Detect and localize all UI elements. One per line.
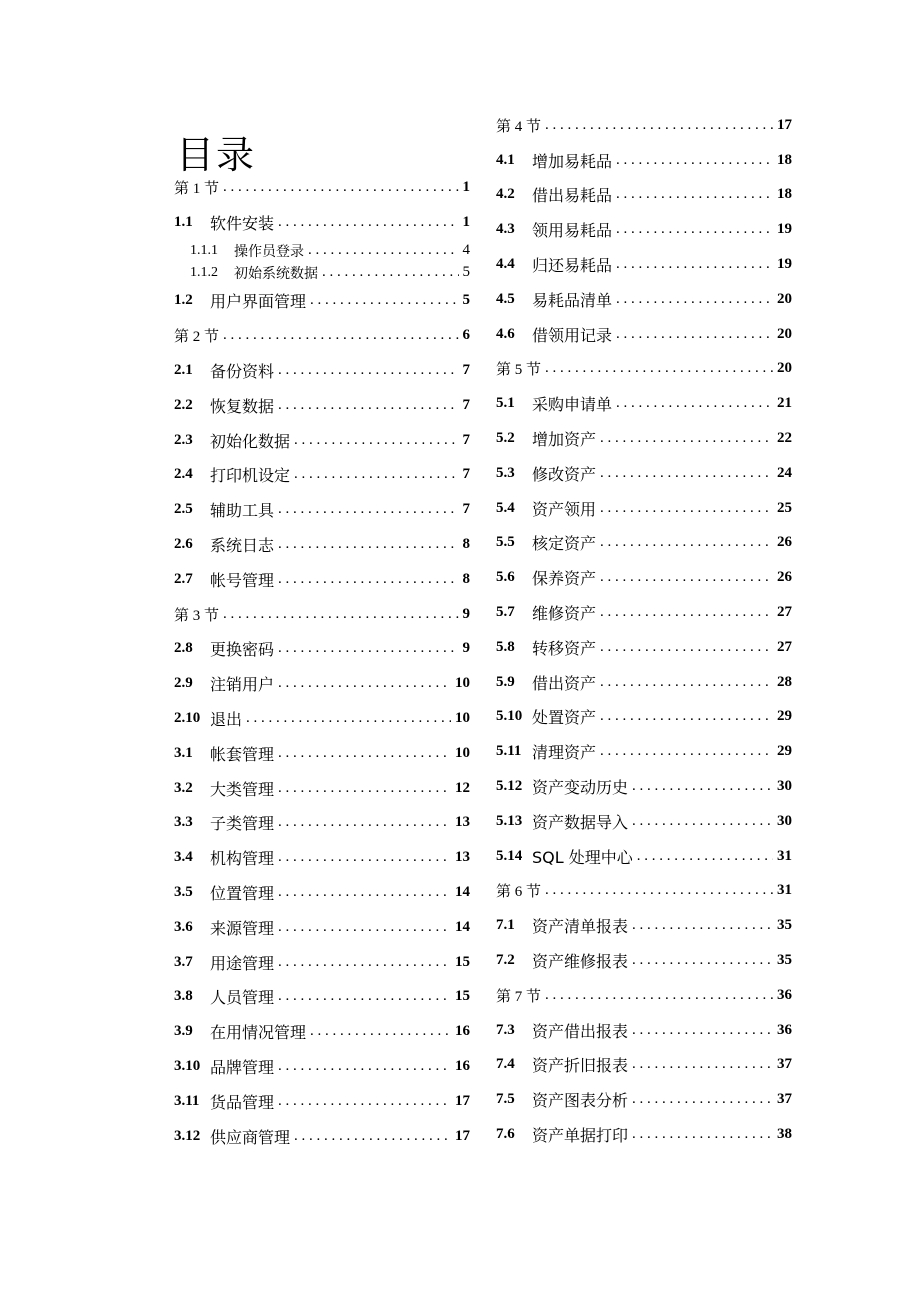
toc-entry-label: 初始化数据 bbox=[210, 431, 291, 451]
toc-entry-page: 14 bbox=[455, 884, 470, 901]
toc-entry-page: 30 bbox=[777, 812, 792, 829]
toc-entry[interactable] bbox=[174, 840, 470, 875]
toc-entry-number: 第 2 节 bbox=[174, 329, 220, 346]
toc-entry[interactable] bbox=[496, 804, 792, 839]
toc-entry-page: 21 bbox=[777, 395, 792, 412]
toc-entry[interactable] bbox=[496, 1117, 792, 1152]
toc-entry-label: 货品管理 bbox=[210, 1092, 275, 1112]
toc-entry[interactable] bbox=[174, 1119, 470, 1154]
toc-entry-page: 24 bbox=[777, 464, 792, 481]
toc-entry-label: 借出易耗品 bbox=[532, 186, 613, 206]
toc-entry-label: 用途管理 bbox=[210, 953, 275, 973]
toc-entry-number: 4.1 bbox=[496, 151, 515, 168]
toc-entry-label: 采购申请单 bbox=[532, 395, 613, 415]
toc-entry-page: 17 bbox=[455, 1092, 470, 1109]
toc-entry[interactable] bbox=[174, 262, 470, 284]
toc-entry-number: 5.10 bbox=[496, 708, 523, 725]
toc-entry-number: 3.1 bbox=[174, 744, 193, 761]
toc-entry-number: 2.7 bbox=[174, 570, 193, 587]
toc-leader-dots bbox=[278, 501, 458, 518]
toc-entry-number: 2.2 bbox=[174, 396, 193, 413]
toc-leader-dots bbox=[278, 536, 458, 553]
toc-leader-dots bbox=[545, 882, 773, 899]
toc-leader-dots bbox=[223, 327, 458, 344]
toc-entry[interactable] bbox=[174, 492, 470, 527]
toc-entry[interactable] bbox=[174, 945, 470, 980]
toc-entry[interactable] bbox=[496, 386, 792, 421]
toc-entry-label: 增加易耗品 bbox=[532, 151, 613, 171]
toc-entry[interactable] bbox=[496, 734, 792, 769]
toc-leader-dots bbox=[600, 534, 773, 551]
toc-entry-number: 第 5 节 bbox=[496, 362, 542, 379]
toc-entry-number: 5.14 bbox=[496, 847, 523, 864]
toc-entry-page: 35 bbox=[777, 952, 792, 969]
toc-entry-number: 4.3 bbox=[496, 221, 515, 238]
toc-entry-number: 5.1 bbox=[496, 395, 515, 412]
toc-entry-page: 20 bbox=[777, 360, 792, 377]
toc-entry-page: 7 bbox=[462, 501, 470, 518]
toc-entry[interactable] bbox=[496, 769, 792, 804]
toc-entry[interactable] bbox=[174, 458, 470, 493]
toc-entry-number: 7.4 bbox=[496, 1056, 515, 1073]
toc-entry-label: 软件安装 bbox=[210, 213, 275, 233]
toc-entry-page: 37 bbox=[777, 1056, 792, 1073]
toc-entry-page: 15 bbox=[455, 988, 470, 1005]
toc-entry-number: 3.3 bbox=[174, 814, 193, 831]
toc-entry[interactable] bbox=[496, 108, 792, 143]
toc-entry[interactable] bbox=[496, 839, 792, 874]
toc-entry-page: 7 bbox=[462, 396, 470, 413]
toc-entry-number: 5.4 bbox=[496, 499, 515, 516]
toc-entry-label: 转移资产 bbox=[532, 638, 597, 658]
toc-leader-dots bbox=[600, 500, 773, 517]
toc-leader-dots bbox=[600, 604, 773, 621]
toc-entry-number: 2.3 bbox=[174, 431, 193, 448]
toc-entry[interactable] bbox=[174, 666, 470, 701]
toc-entry[interactable] bbox=[174, 980, 470, 1015]
toc-right-column bbox=[496, 108, 792, 1152]
toc-entry-number: 5.11 bbox=[496, 743, 522, 760]
toc-entry[interactable] bbox=[496, 595, 792, 630]
toc-leader-dots bbox=[545, 117, 773, 134]
toc-leader-dots bbox=[616, 221, 773, 238]
toc-leader-dots bbox=[632, 952, 773, 969]
toc-entry-label: 品牌管理 bbox=[210, 1058, 275, 1078]
toc-entry-label: 人员管理 bbox=[210, 988, 275, 1008]
toc-entry-page: 18 bbox=[777, 186, 792, 203]
toc-entry-number: 4.4 bbox=[496, 256, 515, 273]
toc-entry-number: 2.9 bbox=[174, 675, 193, 692]
toc-entry-number: 5.5 bbox=[496, 534, 515, 551]
toc-entry-label: 借领用记录 bbox=[532, 325, 613, 345]
toc-entry-page: 16 bbox=[455, 1023, 470, 1040]
toc-entry[interactable] bbox=[174, 1084, 470, 1119]
toc-entry-page: 7 bbox=[462, 466, 470, 483]
toc-leader-dots bbox=[278, 814, 451, 831]
toc-entry-number: 7.5 bbox=[496, 1091, 515, 1108]
toc-leader-dots bbox=[310, 1023, 451, 1040]
toc-leader-dots bbox=[545, 987, 773, 1004]
toc-leader-dots bbox=[616, 152, 773, 169]
toc-entry-page: 10 bbox=[455, 675, 470, 692]
toc-entry-label: 恢复数据 bbox=[210, 396, 275, 416]
toc-entry-label: 系统日志 bbox=[210, 536, 275, 556]
toc-leader-dots bbox=[278, 571, 458, 588]
toc-entry-number: 7.2 bbox=[496, 952, 515, 969]
toc-entry-number: 2.8 bbox=[174, 640, 193, 657]
toc-entry-label: 清理资产 bbox=[532, 743, 597, 763]
toc-entry-label: 资产数据导入 bbox=[532, 812, 629, 832]
toc-entry[interactable] bbox=[174, 1049, 470, 1084]
toc-leader-dots bbox=[278, 1058, 451, 1075]
toc-entry-label: 资产借出报表 bbox=[532, 1021, 629, 1041]
toc-entry-page: 10 bbox=[455, 710, 470, 727]
toc-leader-dots bbox=[278, 954, 451, 971]
toc-entry-page: 22 bbox=[777, 430, 792, 447]
toc-leader-dots bbox=[632, 1091, 773, 1108]
toc-entry[interactable] bbox=[496, 282, 792, 317]
toc-entry-page: 26 bbox=[777, 534, 792, 551]
toc-leader-dots bbox=[632, 917, 773, 934]
toc-entry-label: 修改资产 bbox=[532, 464, 597, 484]
toc-leader-dots bbox=[322, 264, 459, 281]
toc-entry-label: 在用情况管理 bbox=[210, 1023, 307, 1043]
toc-entry-label: 机构管理 bbox=[210, 849, 275, 869]
toc-leader-dots bbox=[600, 569, 773, 586]
toc-entry-page: 28 bbox=[777, 673, 792, 690]
toc-entry-page: 7 bbox=[462, 362, 470, 379]
toc-entry-label: 借出资产 bbox=[532, 673, 597, 693]
toc-entry[interactable] bbox=[174, 597, 470, 632]
toc-entry-number: 2.5 bbox=[174, 501, 193, 518]
toc-leader-dots bbox=[278, 884, 451, 901]
toc-entry-page: 8 bbox=[462, 570, 470, 587]
toc-entry[interactable] bbox=[174, 632, 470, 667]
toc-entry-label: 资产变动历史 bbox=[532, 778, 629, 798]
toc-entry[interactable] bbox=[174, 875, 470, 910]
toc-entry-number: 7.6 bbox=[496, 1126, 515, 1142]
toc-leader-dots bbox=[278, 640, 458, 657]
toc-leader-dots bbox=[294, 432, 458, 449]
toc-entry[interactable] bbox=[174, 423, 470, 458]
toc-entry-page: 16 bbox=[455, 1058, 470, 1075]
toc-entry-page: 13 bbox=[455, 814, 470, 831]
toc-entry[interactable] bbox=[496, 178, 792, 213]
toc-entry-label: 资产清单报表 bbox=[532, 917, 629, 937]
toc-entry-number: 第 6 节 bbox=[496, 884, 542, 901]
toc-leader-dots bbox=[278, 675, 451, 692]
toc-entry[interactable] bbox=[496, 456, 792, 491]
toc-entry-label: 维修资产 bbox=[532, 604, 597, 624]
toc-entry-page: 8 bbox=[462, 536, 470, 553]
toc-leader-dots bbox=[294, 466, 458, 483]
toc-leader-dots bbox=[278, 919, 451, 936]
toc-entry[interactable] bbox=[174, 205, 470, 240]
toc-leader-dots bbox=[278, 1093, 451, 1110]
toc-entry-number: 3.12 bbox=[174, 1127, 201, 1144]
toc-entry-number: 2.1 bbox=[174, 362, 193, 379]
toc-entry[interactable] bbox=[496, 978, 792, 1013]
toc-entry-label: 更换密码 bbox=[210, 640, 275, 660]
toc-entry-page: 10 bbox=[455, 744, 470, 761]
toc-entry-page: 26 bbox=[777, 569, 792, 586]
toc-entry[interactable] bbox=[496, 143, 792, 178]
toc-entry[interactable] bbox=[496, 700, 792, 735]
toc-entry-number: 5.12 bbox=[496, 778, 523, 795]
toc-entry[interactable] bbox=[174, 736, 470, 771]
toc-leader-dots bbox=[294, 1128, 451, 1145]
toc-entry-page: 1 bbox=[462, 213, 470, 230]
toc-entry-number: 3.5 bbox=[174, 884, 193, 901]
toc-entry-label: 帐套管理 bbox=[210, 744, 275, 764]
toc-entry[interactable] bbox=[496, 317, 792, 352]
toc-entry-label: 备份资料 bbox=[210, 362, 275, 382]
toc-entry-number: 5.3 bbox=[496, 464, 515, 481]
toc-leader-dots bbox=[308, 242, 459, 259]
toc-entry-page: 4 bbox=[462, 242, 470, 259]
toc-leader-dots bbox=[600, 465, 773, 482]
toc-entry-number: 7.3 bbox=[496, 1021, 515, 1038]
toc-entry-number: 5.6 bbox=[496, 569, 515, 586]
toc-entry-page: 19 bbox=[777, 256, 792, 273]
toc-entry-page: 20 bbox=[777, 325, 792, 342]
toc-entry-page: 9 bbox=[462, 605, 470, 622]
toc-entry-number: 7.1 bbox=[496, 917, 515, 934]
toc-entry-label: 易耗品清单 bbox=[532, 290, 613, 310]
toc-entry-page: 27 bbox=[777, 638, 792, 655]
toc-leader-dots bbox=[545, 360, 773, 377]
toc-entry-page: 29 bbox=[777, 743, 792, 760]
toc-entry[interactable] bbox=[496, 908, 792, 943]
toc-entry[interactable] bbox=[496, 421, 792, 456]
toc-entry[interactable] bbox=[496, 1048, 792, 1083]
toc-entry-number: 3.8 bbox=[174, 988, 193, 1005]
page-title: 目录 bbox=[176, 133, 257, 177]
toc-leader-dots bbox=[632, 813, 773, 830]
toc-entry-label: 资产领用 bbox=[532, 499, 597, 519]
toc-entry-page: 14 bbox=[455, 918, 470, 935]
toc-entry-number: 第 7 节 bbox=[496, 988, 542, 1005]
toc-entry[interactable] bbox=[174, 353, 470, 388]
toc-entry-page: 37 bbox=[777, 1091, 792, 1108]
toc-entry-number: 5.13 bbox=[496, 812, 523, 829]
toc-leader-dots bbox=[246, 710, 451, 727]
toc-entry-page: 13 bbox=[455, 849, 470, 866]
toc-entry-label: 资产折旧报表 bbox=[532, 1056, 629, 1076]
toc-entry[interactable] bbox=[496, 874, 792, 909]
toc-leader-dots bbox=[600, 743, 773, 760]
toc-entry-label: 核定资产 bbox=[532, 534, 597, 554]
toc-leader-dots bbox=[278, 988, 451, 1005]
toc-entry-label: 退出 bbox=[210, 710, 243, 730]
toc-entry-number: 4.2 bbox=[496, 186, 515, 203]
toc-entry-label: 帐号管理 bbox=[210, 570, 275, 590]
toc-leader-dots bbox=[223, 606, 458, 623]
toc-leader-dots bbox=[600, 674, 773, 691]
toc-entry-label: 打印机设定 bbox=[210, 466, 291, 486]
toc-entry-number: 5.7 bbox=[496, 604, 515, 621]
toc-entry-page: 17 bbox=[455, 1127, 470, 1144]
toc-leader-dots bbox=[600, 639, 773, 656]
toc-entry[interactable] bbox=[174, 527, 470, 562]
toc-leader-dots bbox=[616, 256, 773, 273]
toc-entry[interactable] bbox=[174, 240, 470, 262]
toc-leader-dots bbox=[616, 395, 773, 412]
toc-entry-page: 27 bbox=[777, 604, 792, 621]
toc-leader-dots bbox=[632, 1022, 773, 1039]
toc-entry[interactable] bbox=[496, 665, 792, 700]
toc-entry-page: 36 bbox=[777, 1021, 792, 1038]
toc-entry-label: 操作员登录 bbox=[234, 243, 304, 260]
toc-leader-dots bbox=[616, 326, 773, 343]
toc-entry-page: 18 bbox=[777, 151, 792, 168]
toc-leader-dots bbox=[278, 362, 458, 379]
toc-entry-label: 大类管理 bbox=[210, 779, 275, 799]
toc-leader-dots bbox=[278, 780, 451, 797]
toc-entry-number: 1.1 bbox=[174, 213, 193, 230]
toc-entry-label: 保养资产 bbox=[532, 569, 597, 589]
toc-entry-number: 3.6 bbox=[174, 918, 193, 935]
toc-entry-label: 归还易耗品 bbox=[532, 256, 613, 276]
toc-entry-page: 20 bbox=[777, 290, 792, 307]
toc-entry-number: 3.4 bbox=[174, 849, 193, 866]
toc-entry-page: 9 bbox=[462, 640, 470, 657]
toc-entry[interactable] bbox=[496, 1013, 792, 1048]
toc-entry-label: 供应商管理 bbox=[210, 1127, 291, 1147]
toc-entry[interactable] bbox=[496, 212, 792, 247]
toc-entry-number: 2.6 bbox=[174, 536, 193, 553]
toc-entry-label: 资产维修报表 bbox=[532, 952, 629, 972]
toc-leader-dots bbox=[600, 430, 773, 447]
toc-entry[interactable] bbox=[496, 1082, 792, 1117]
toc-entry-page: 25 bbox=[777, 499, 792, 516]
toc-entry[interactable] bbox=[496, 943, 792, 978]
toc-entry-label: 资产图表分析 bbox=[532, 1091, 629, 1111]
toc-entry-number: 5.8 bbox=[496, 638, 515, 655]
toc-entry-page: 17 bbox=[777, 116, 792, 133]
toc-leader-dots bbox=[310, 292, 458, 309]
toc-leader-dots bbox=[637, 848, 773, 865]
toc-entry[interactable] bbox=[174, 562, 470, 597]
toc-entry-page: 5 bbox=[462, 292, 470, 309]
toc-left-column bbox=[174, 170, 470, 1154]
toc-entry[interactable] bbox=[496, 491, 792, 526]
toc-leader-dots bbox=[616, 186, 773, 203]
toc-leader-dots bbox=[600, 708, 773, 725]
toc-entry[interactable] bbox=[174, 170, 470, 205]
toc-entry[interactable] bbox=[174, 1014, 470, 1049]
toc-entry-page: 31 bbox=[777, 882, 792, 899]
toc-entry[interactable] bbox=[174, 910, 470, 945]
toc-entry[interactable] bbox=[496, 560, 792, 595]
toc-entry-page: 38 bbox=[777, 1126, 792, 1142]
toc-entry[interactable] bbox=[496, 352, 792, 387]
toc-entry-label: 资产单据打印 bbox=[532, 1126, 629, 1145]
toc-entry-label: SQL 处理中心 bbox=[532, 847, 633, 867]
toc-entry-number: 2.4 bbox=[174, 466, 193, 483]
toc-entry-page: 36 bbox=[777, 986, 792, 1003]
toc-entry-number: 3.10 bbox=[174, 1058, 201, 1075]
toc-leader-dots bbox=[278, 849, 451, 866]
toc-entry[interactable] bbox=[174, 806, 470, 841]
toc-entry-label: 辅助工具 bbox=[210, 501, 275, 521]
toc-entry-number: 1.1.1 bbox=[190, 242, 218, 258]
toc-entry-number: 1.1.2 bbox=[190, 264, 218, 280]
toc-entry-page: 19 bbox=[777, 221, 792, 238]
toc-entry-number: 第 4 节 bbox=[496, 118, 542, 135]
toc-entry-number: 3.11 bbox=[174, 1092, 200, 1109]
toc-entry-number: 第 3 节 bbox=[174, 607, 220, 624]
toc-leader-dots bbox=[278, 214, 458, 231]
toc-entry[interactable] bbox=[174, 771, 470, 806]
toc-entry[interactable] bbox=[174, 284, 470, 319]
toc-entry[interactable] bbox=[174, 701, 470, 736]
toc-entry-label: 子类管理 bbox=[210, 814, 275, 834]
toc-entry-page: 29 bbox=[777, 708, 792, 725]
toc-entry-label: 增加资产 bbox=[532, 430, 597, 450]
toc-entry-number: 3.2 bbox=[174, 779, 193, 796]
toc-entry-label: 处置资产 bbox=[532, 708, 597, 728]
toc-entry-page: 35 bbox=[777, 917, 792, 934]
toc-entry-number: 3.9 bbox=[174, 1023, 193, 1040]
toc-entry-number: 4.6 bbox=[496, 325, 515, 342]
toc-entry-label: 来源管理 bbox=[210, 918, 275, 938]
toc-leader-dots bbox=[223, 179, 458, 196]
toc-entry[interactable] bbox=[496, 526, 792, 561]
toc-entry-number: 4.5 bbox=[496, 290, 515, 307]
toc-entry-page: 30 bbox=[777, 778, 792, 795]
toc-entry-label: 位置管理 bbox=[210, 884, 275, 904]
toc-leader-dots bbox=[632, 1056, 773, 1073]
toc-leader-dots bbox=[616, 291, 773, 308]
toc-entry-number: 5.9 bbox=[496, 673, 515, 690]
toc-leader-dots bbox=[632, 1126, 773, 1143]
toc-entry-page: 5 bbox=[462, 264, 470, 281]
toc-entry-label: 领用易耗品 bbox=[532, 221, 613, 241]
toc-entry[interactable] bbox=[496, 630, 792, 665]
toc-entry-page: 1 bbox=[462, 178, 470, 195]
toc-entry[interactable] bbox=[174, 388, 470, 423]
toc-entry-page: 15 bbox=[455, 953, 470, 970]
toc-entry-number: 2.10 bbox=[174, 710, 201, 727]
toc-entry-label: 注销用户 bbox=[210, 675, 275, 695]
toc-entry-page: 6 bbox=[462, 327, 470, 344]
toc-entry-page: 12 bbox=[455, 779, 470, 796]
toc-entry-number: 3.7 bbox=[174, 953, 193, 970]
toc-entry-label: 用户界面管理 bbox=[210, 292, 307, 312]
toc-leader-dots bbox=[278, 397, 458, 414]
toc-entry-page: 7 bbox=[462, 431, 470, 448]
toc-entry-page: 31 bbox=[777, 847, 792, 864]
toc-entry-label: 初始系统数据 bbox=[234, 265, 318, 282]
toc-entry-number: 第 1 节 bbox=[174, 180, 220, 197]
toc-entry-number: 1.2 bbox=[174, 292, 193, 309]
toc-entry[interactable] bbox=[174, 318, 470, 353]
toc-leader-dots bbox=[632, 778, 773, 795]
toc-entry[interactable] bbox=[496, 247, 792, 282]
toc-leader-dots bbox=[278, 745, 451, 762]
toc-entry-number: 5.2 bbox=[496, 430, 515, 447]
